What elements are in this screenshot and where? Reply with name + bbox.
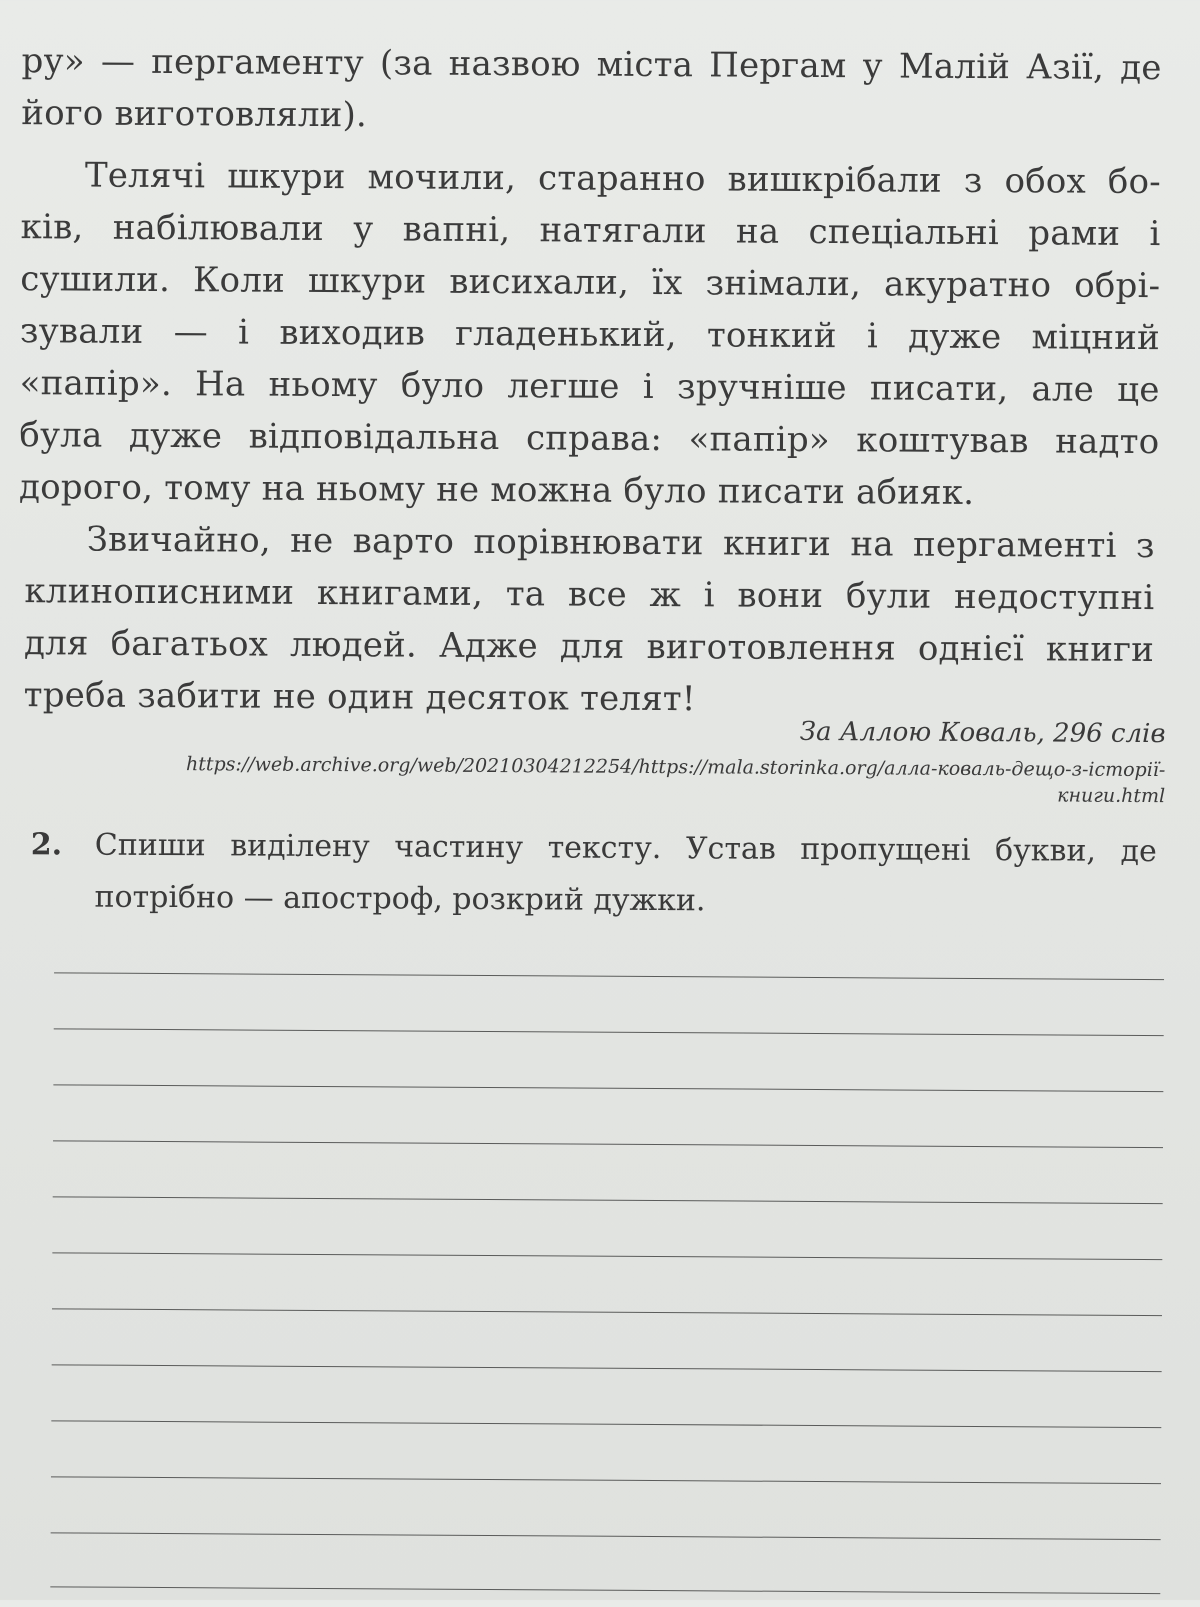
writing-line[interactable] [52,1308,1162,1316]
task-instruction-line-2: потрібно — апостроф, розкрий дужки. [94,879,706,919]
p2-line-4: треба забити не один десяток телят! [23,675,696,720]
source-url-line-1: https://web.archive.org/web/20210304212254/https://mala.storinka.org/алла-коваль-дещо-з-історії- [185,753,1166,782]
writing-line[interactable] [53,1196,1163,1204]
p1-line-1: Телячі шкури мочили, старанно вишкрібали з обох бо- [84,155,1162,203]
p1-line-6: була дуже відповідальна справа: «папір» коштував надто [19,415,1160,463]
p1-line-5: «папір». На ньому було легше і зручніше писати, але це [19,363,1160,411]
task-number: 2. [30,827,63,863]
source-url-line-2: книги.html [1057,784,1166,808]
p2-line-1: Звичайно, не варто порівнювати книги на пергаменті з [86,519,1155,567]
source-url [186,751,1166,809]
writing-line[interactable] [51,1420,1161,1428]
p2-line-3: для багатьох людей. Адже для виготовлення однієї книги [23,623,1155,671]
intro-line-1: ру» — пергаменту (за назвою міста Пергам у Малій Азії, де [21,41,1162,89]
writing-line[interactable] [52,1252,1162,1260]
writing-line[interactable] [50,1586,1160,1594]
writing-line[interactable] [54,1028,1164,1036]
intro-line-2: його виготовляли). [21,93,368,136]
p1-line-4: зували — і виходив гладенький, тонкий і дуже міцний [19,311,1161,359]
writing-line[interactable] [51,1532,1161,1540]
task-instruction-line-1: Спиши виділену частину тексту. Устав пропущені букви, де [94,827,1157,870]
p1-line-7: дорого, тому на ньому не можна було писати абияк. [18,467,975,513]
writing-line[interactable] [51,1476,1161,1484]
writing-line[interactable] [53,1084,1163,1092]
p1-line-2: ків, набілювали у вапні, натягали на спеціальні рами і [20,207,1161,255]
source-author: За Аллою Коваль, 296 слів [799,716,1166,750]
p1-line-3: сушили. Коли шкури висихали, їх знімали, акуратно обрі- [20,259,1161,307]
writing-line[interactable] [54,972,1164,980]
p2-line-2: клинописними книгами, та все ж і вони були недоступні [24,571,1155,619]
writing-line[interactable] [53,1140,1163,1148]
writing-line[interactable] [52,1364,1162,1372]
